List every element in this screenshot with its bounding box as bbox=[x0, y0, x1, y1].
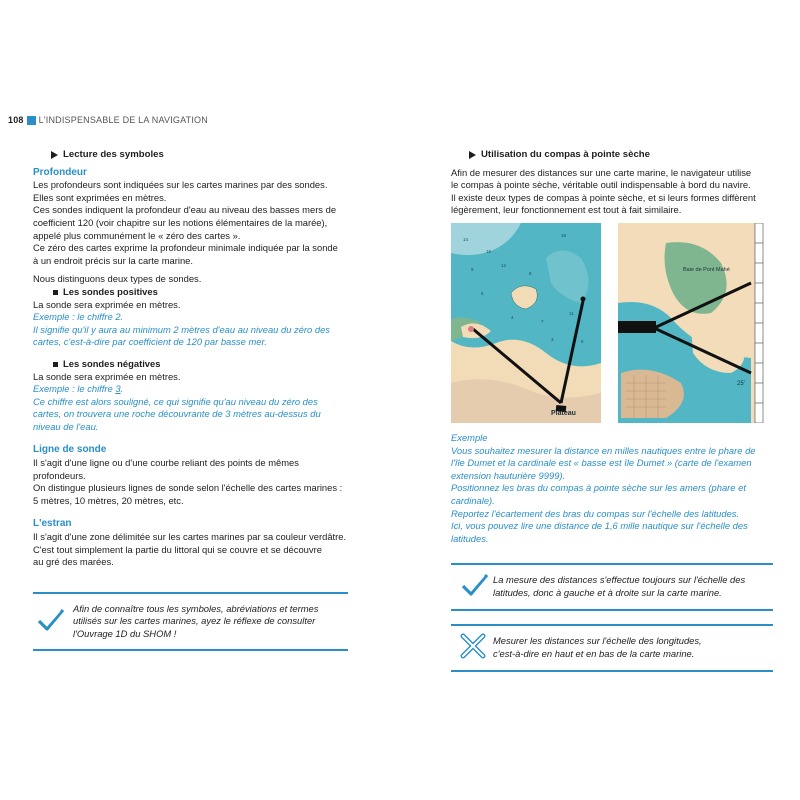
example-line: cartes, c'est-à-dire par coefficient de 120 par basse mer. bbox=[33, 336, 267, 348]
example-line: Ce chiffre est alors souligné, ce qui signifie qu'au niveau du zéro des bbox=[33, 395, 318, 407]
bullet-heading-negatives: Les sondes négatives bbox=[53, 358, 349, 371]
svg-text:8: 8 bbox=[529, 271, 532, 276]
page-header bbox=[8, 115, 208, 125]
example-line: latitudes. bbox=[451, 532, 489, 544]
text-line: Il s'agit d'une ligne ou d'une courbe reliant des points de mêmes bbox=[33, 457, 299, 469]
text-line: Ce zéro des cartes exprime la profondeur minimale indiquée par la sonde bbox=[33, 242, 338, 254]
header-square bbox=[27, 116, 36, 125]
triangle-bullet-icon bbox=[469, 151, 476, 159]
example-line: Vous souhaitez mesurer la distance en milles nautiques entre le phare de bbox=[451, 444, 756, 456]
right-column bbox=[451, 149, 773, 217]
chart-right-map bbox=[618, 223, 763, 423]
check-icon bbox=[451, 572, 493, 602]
svg-text:16: 16 bbox=[486, 249, 492, 254]
map-label-baie: Baie de Pont Mahé bbox=[683, 267, 730, 273]
example-line: Reportez l'écartement des bras du compas sur l'échelle des latitudes. bbox=[451, 507, 740, 519]
text-line: Afin de mesurer des distances sur une carte marine, le navigateur utilise bbox=[451, 166, 752, 178]
chart-left-map bbox=[451, 223, 601, 423]
section-heading-symbols: Lecture des symboles bbox=[51, 149, 349, 162]
example-line: Exemple : le chiffre 2. bbox=[33, 311, 124, 323]
subtitle-estran: L'estran bbox=[33, 518, 72, 530]
example-line: Ici, vous pouvez lire une distance de 1,6 mille nautique sur l'échelle des bbox=[451, 520, 748, 532]
map-label-latitude: 25' bbox=[737, 381, 745, 387]
text-line: coefficient 120 (voir chapitre sur les notions élémentaires de la marée), bbox=[33, 216, 328, 228]
section-heading-compas: Utilisation du compas à pointe sèche bbox=[469, 149, 773, 162]
svg-text:6: 6 bbox=[581, 339, 584, 344]
text-line: le compas à pointe sèche, véritable outil indispensable à bord du navire. bbox=[451, 179, 751, 191]
text-line: à un endroit précis sur la carte marine. bbox=[33, 254, 193, 266]
text-line: On distingue plusieurs lignes de sonde selon l'échelle des cartes marines : bbox=[33, 482, 343, 494]
svg-text:11: 11 bbox=[569, 311, 574, 316]
text-line: Les profondeurs sont indiquées sur les cartes marines par des sondes. bbox=[33, 179, 328, 191]
text-line: au gré des marées. bbox=[33, 556, 114, 568]
text-line: La sonde sera exprimée en mètres. bbox=[33, 298, 181, 310]
svg-text:7: 7 bbox=[541, 319, 544, 324]
example-block bbox=[451, 432, 773, 545]
dont-box bbox=[451, 624, 773, 672]
example-line: l'île Dumet et la cardinale est « basse est île Dumet » (carte de l'examen bbox=[451, 457, 752, 469]
text-line: Elles sont exprimées en mètres. bbox=[33, 191, 167, 203]
svg-text:18: 18 bbox=[561, 233, 567, 238]
example-line: extension hauturière 9999). bbox=[451, 469, 566, 481]
example-label: Exemple bbox=[451, 432, 488, 443]
svg-text:4: 4 bbox=[511, 315, 514, 320]
running-title: L'INDISPENSABLE DE LA NAVIGATION bbox=[38, 115, 208, 125]
svg-text:14: 14 bbox=[463, 237, 469, 242]
dont-text: Mesurer les distances sur l'échelle des longitudes, c'est-à-dire en haut et en bas de la carte marine. bbox=[493, 635, 702, 659]
svg-text:5: 5 bbox=[481, 291, 484, 296]
text-line: Il existe deux types de compas à pointe sèche, et si leurs formes diffèrent bbox=[451, 191, 756, 203]
example-line: Positionnez les bras du compas à pointe sèche sur les amers (phare et bbox=[451, 482, 746, 494]
underlined-digit: 3 bbox=[115, 383, 121, 395]
example-line: Il signifie qu'il y aura au minimum 2 mètres d'eau au niveau du zéro des bbox=[33, 323, 330, 335]
map-label-plateau: Plateau bbox=[551, 410, 576, 417]
svg-text:9: 9 bbox=[471, 267, 474, 272]
text-line: La sonde sera exprimée en mètres. bbox=[33, 370, 181, 382]
text-line: Ces sondes indiquent la profondeur d'eau au niveau des basses mers de bbox=[33, 204, 337, 216]
example-line: cartes, on trouvera une roche découvrante de 3 mètres au-dessus du bbox=[33, 408, 321, 420]
text-line: légèrement, leur fonctionnement est tout à fait similaire. bbox=[451, 204, 682, 216]
svg-text:3: 3 bbox=[551, 337, 554, 342]
svg-text:12: 12 bbox=[501, 263, 507, 268]
triangle-bullet-icon bbox=[51, 151, 58, 159]
subtitle-ligne-de-sonde: Ligne de sonde bbox=[33, 444, 107, 456]
example-line: niveau de l'eau. bbox=[33, 420, 99, 432]
bullet-heading-positives: Les sondes positives bbox=[53, 286, 349, 299]
text-line: C'est tout simplement la partie du littoral qui se couvre et se découvre bbox=[33, 543, 322, 555]
types-intro: Nous distinguons deux types de sondes. bbox=[33, 273, 202, 285]
text-line: profondeurs. bbox=[33, 469, 86, 481]
page-number: 108 bbox=[8, 115, 24, 125]
nautical-chart-figure bbox=[451, 223, 776, 423]
cross-icon bbox=[451, 632, 493, 664]
example-line: Exemple : le chiffre 3. bbox=[33, 383, 124, 395]
square-bullet-icon bbox=[53, 362, 58, 367]
do-text: La mesure des distances s'effectue toujours sur l'échelle des latitudes, donc à gauche et à droite sur la carte marine. bbox=[493, 574, 746, 598]
tip-box bbox=[33, 592, 348, 651]
square-bullet-icon bbox=[53, 290, 58, 295]
text-line: 5 mètres, 10 mètres, 20 mètres, etc. bbox=[33, 494, 184, 506]
left-column bbox=[33, 149, 349, 569]
do-box bbox=[451, 563, 773, 611]
subtitle-profondeur: Profondeur bbox=[33, 166, 87, 178]
text-line: Il s'agit d'une zone délimitée sur les cartes marines par sa couleur verdâtre. bbox=[33, 531, 347, 543]
check-icon bbox=[33, 607, 73, 637]
text-line: appelé plus communément le « zéro des cartes ». bbox=[33, 229, 241, 241]
example-line: cardinale). bbox=[451, 494, 495, 506]
tip-text: Afin de connaître tous les symboles, abréviations et termes utilisés sur les cartes marines, ayez le réflexe de consulter l'Ouvrage 1D du SHOM ! bbox=[73, 602, 319, 639]
